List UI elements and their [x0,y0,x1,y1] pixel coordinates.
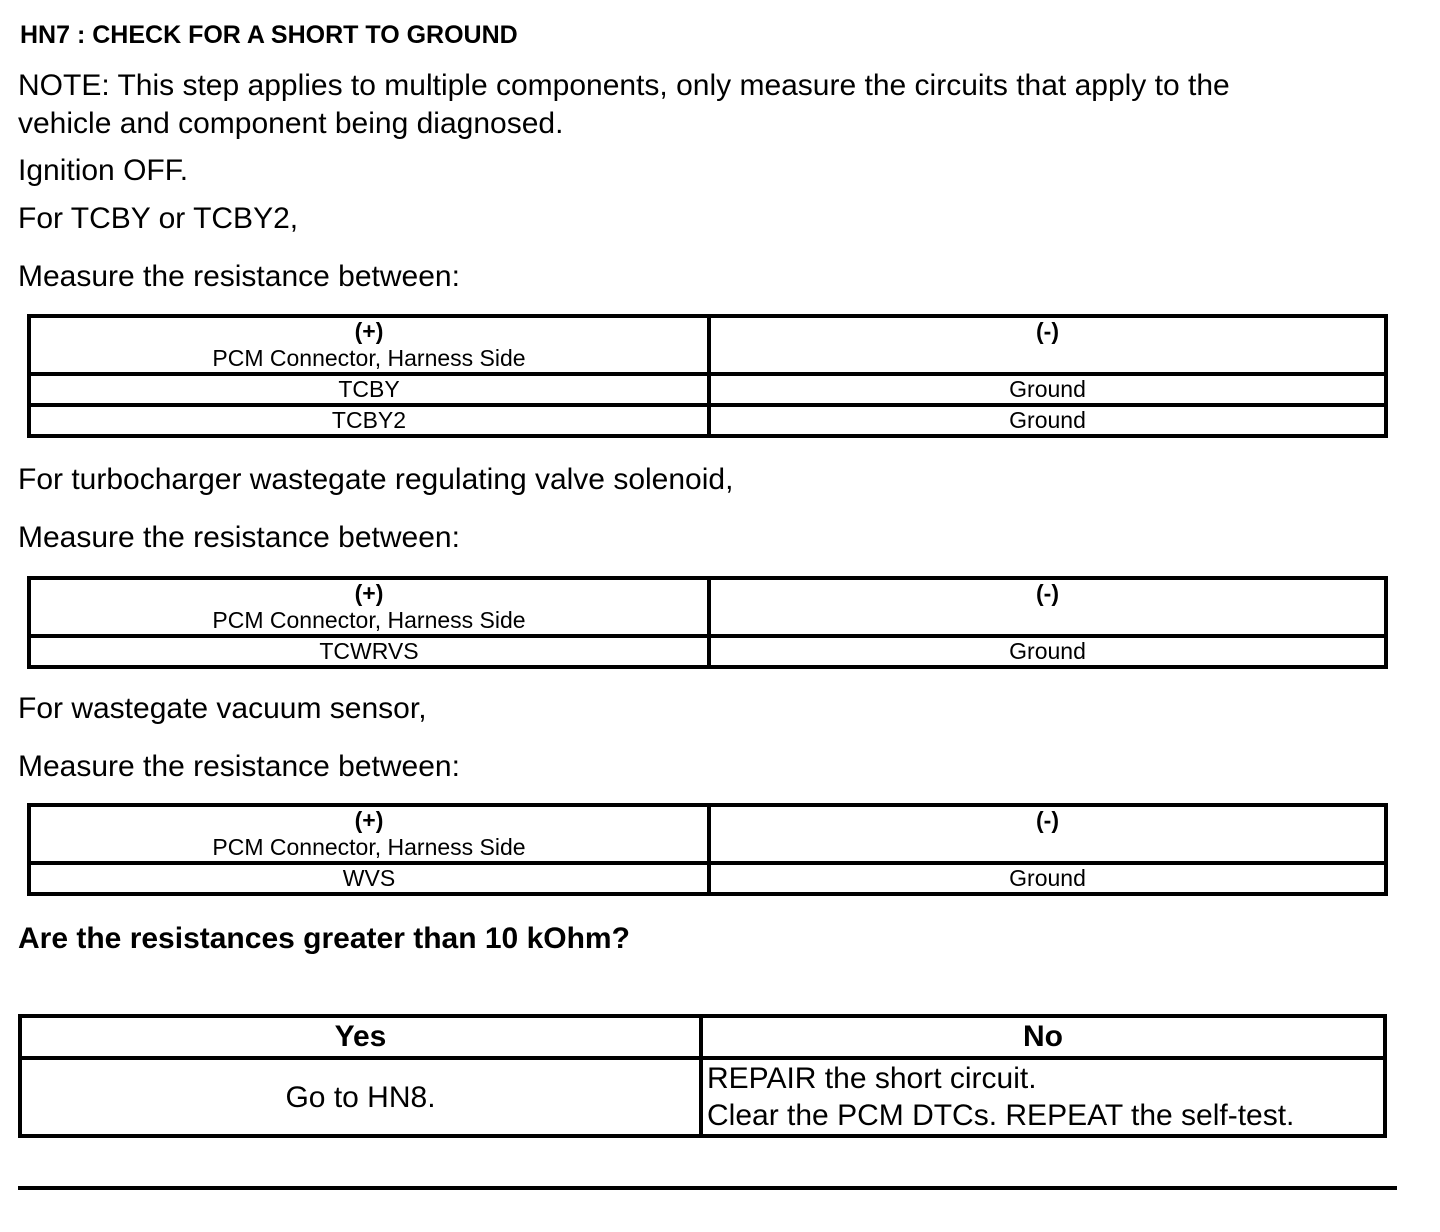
table-row [29,374,1386,405]
note-line-1: NOTE: This step applies to multiple components, only measure the circuits that apply to the [18,69,1230,102]
section-1-measure: Measure the resistance between: [18,260,460,293]
table-row [29,636,1386,667]
col-plus-label: (+) [354,580,384,606]
col-plus-header [29,316,709,374]
no-action-line-2: Clear the PCM DTCs. REPEAT the self-test. [707,1099,1295,1132]
decision-header-row [20,1016,1385,1058]
col-plus-sublabel: PCM Connector, Harness Side [212,607,526,633]
decision-question: Are the resistances greater than 10 kOhm? [18,922,630,955]
minus-cell: Ground [709,636,1386,667]
col-minus-label: (-) [1036,807,1059,833]
no-action-line-1: REPAIR the short circuit. [707,1062,1037,1095]
col-plus-sublabel: PCM Connector, Harness Side [212,345,526,371]
col-minus-header [709,316,1386,374]
decision-table [18,1014,1387,1138]
table-header-row [29,316,1386,374]
yes-action: Go to HN8. [20,1058,701,1136]
table-row [29,405,1386,436]
section-3-intro: For wastegate vacuum sensor, [18,692,427,725]
section-2-table [27,576,1388,669]
no-header: No [701,1016,1385,1058]
section-2-intro: For turbocharger wastegate regulating valve solenoid, [18,463,734,496]
ignition-instruction: Ignition OFF. [18,154,189,187]
decision-body-row [20,1058,1385,1136]
section-2-measure: Measure the resistance between: [18,521,460,554]
col-minus-header [709,578,1386,636]
plus-cell: TCBY [29,374,709,405]
plus-cell: TCWRVS [29,636,709,667]
section-3-measure: Measure the resistance between: [18,750,460,783]
col-minus-header [709,805,1386,863]
yes-header: Yes [20,1016,701,1058]
section-3-table [27,803,1388,896]
section-1-table [27,314,1388,438]
minus-cell: Ground [709,405,1386,436]
plus-cell: WVS [29,863,709,894]
col-minus-label: (-) [1036,580,1059,606]
col-plus-header [29,805,709,863]
col-plus-header [29,578,709,636]
minus-cell: Ground [709,863,1386,894]
col-plus-label: (+) [354,807,384,833]
note-line-2: vehicle and component being diagnosed. [18,107,564,140]
step-heading: HN7 : CHECK FOR A SHORT TO GROUND [20,21,518,49]
minus-cell: Ground [709,374,1386,405]
bottom-divider [18,1186,1397,1190]
table-header-row [29,805,1386,863]
table-header-row [29,578,1386,636]
no-action [701,1058,1385,1136]
table-row [29,863,1386,894]
col-plus-sublabel: PCM Connector, Harness Side [212,834,526,860]
plus-cell: TCBY2 [29,405,709,436]
col-plus-label: (+) [354,318,384,344]
section-1-intro: For TCBY or TCBY2, [18,202,299,235]
col-minus-label: (-) [1036,318,1059,344]
